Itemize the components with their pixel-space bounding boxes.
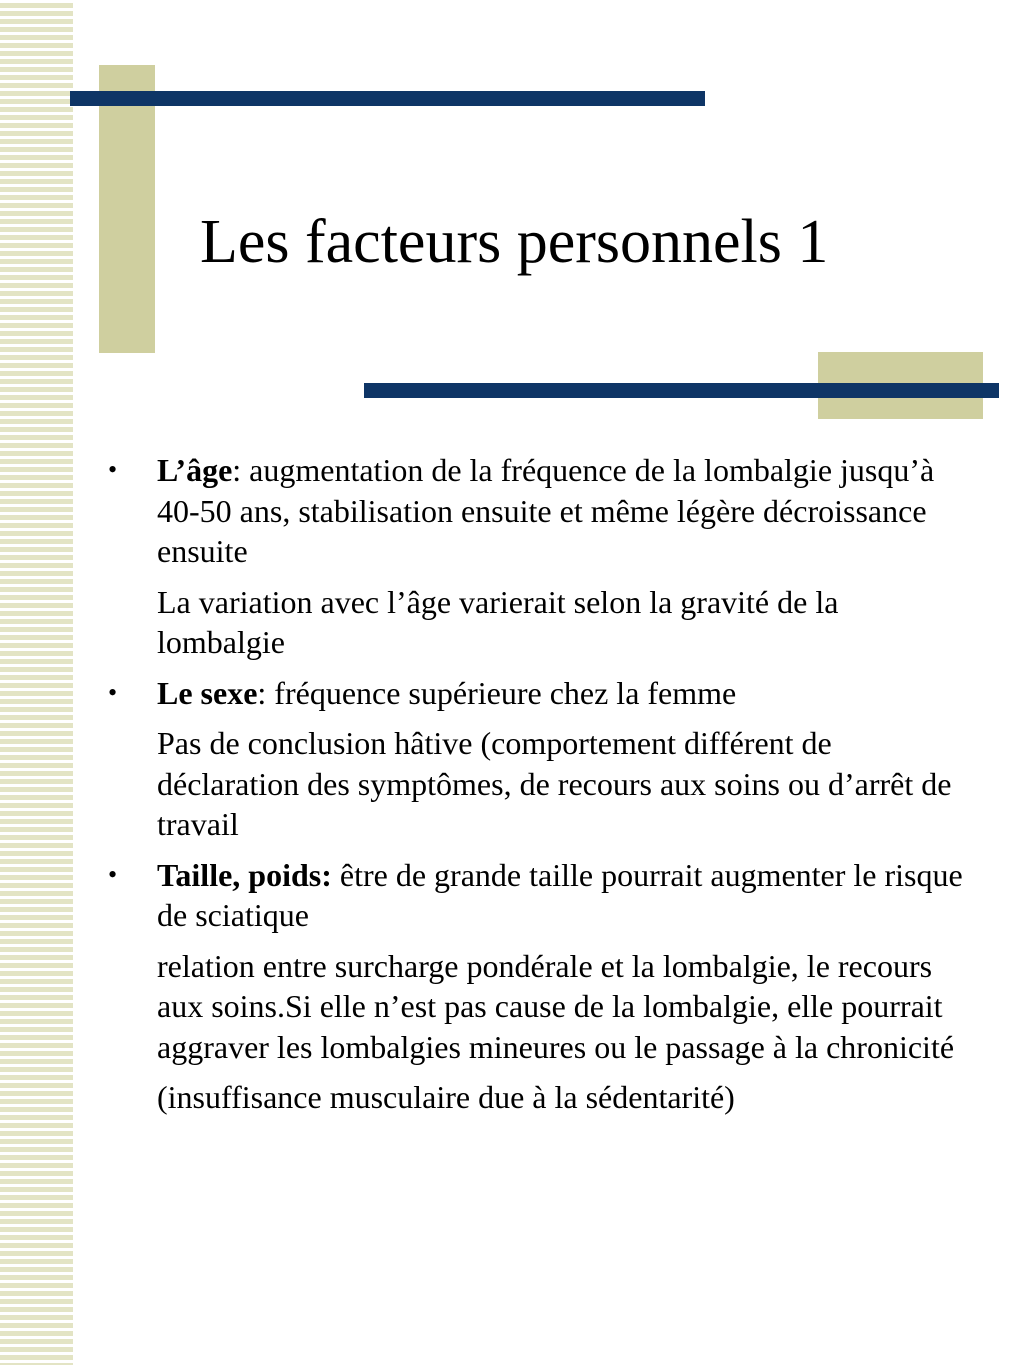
bullet-text-size-weight: être de grande taille pourrait augmenter le risque de sciatique bbox=[157, 856, 963, 933]
bullet-lead-sex: Le sexe bbox=[157, 674, 258, 711]
bullet-lead-size-weight: Taille, poids: bbox=[157, 856, 332, 893]
slide-title: Les facteurs personnels 1 bbox=[200, 208, 829, 276]
bullet-text-sex: : fréquence supérieure chez la femme bbox=[257, 674, 737, 711]
bullet-item-sex bbox=[0, 673, 972, 714]
note-age: La variation avec l’âge varierait selon la gravité de la lombalgie bbox=[157, 583, 839, 660]
decorative-navy-bar-middle bbox=[364, 383, 999, 398]
slide-body bbox=[0, 450, 1024, 1118]
bullet-lead-age: L’âge bbox=[157, 452, 233, 488]
bullet-item-age bbox=[0, 450, 972, 572]
note-size-weight-1: relation entre surcharge pondérale et la lombalgie, le recours aux soins.Si elle n’est pas cause de la lombalgie, elle pourrait aggraver les lombalgies mineures ou le passage à la chronicité bbox=[157, 947, 955, 1065]
note-sex: Pas de conclusion hâtive (comportement différent de déclaration des symptômes, de recours aux soins ou d’arrêt de travail bbox=[157, 725, 952, 842]
decorative-navy-bar-top bbox=[70, 91, 705, 106]
bullet-marker: • bbox=[108, 859, 118, 889]
decorative-olive-block-left bbox=[99, 65, 155, 353]
note-size-weight-2: (insuffisance musculaire due à la sédentarité) bbox=[157, 1079, 735, 1115]
bullet-marker: • bbox=[108, 455, 118, 484]
bullet-marker: • bbox=[108, 677, 118, 707]
bullet-item-size-weight bbox=[0, 855, 972, 936]
bullet-text-age: : augmentation de la fréquence de la lombalgie jusqu’à 40-50 ans, stabilisation ensuite et même légère décroissance ensuite bbox=[157, 452, 935, 569]
